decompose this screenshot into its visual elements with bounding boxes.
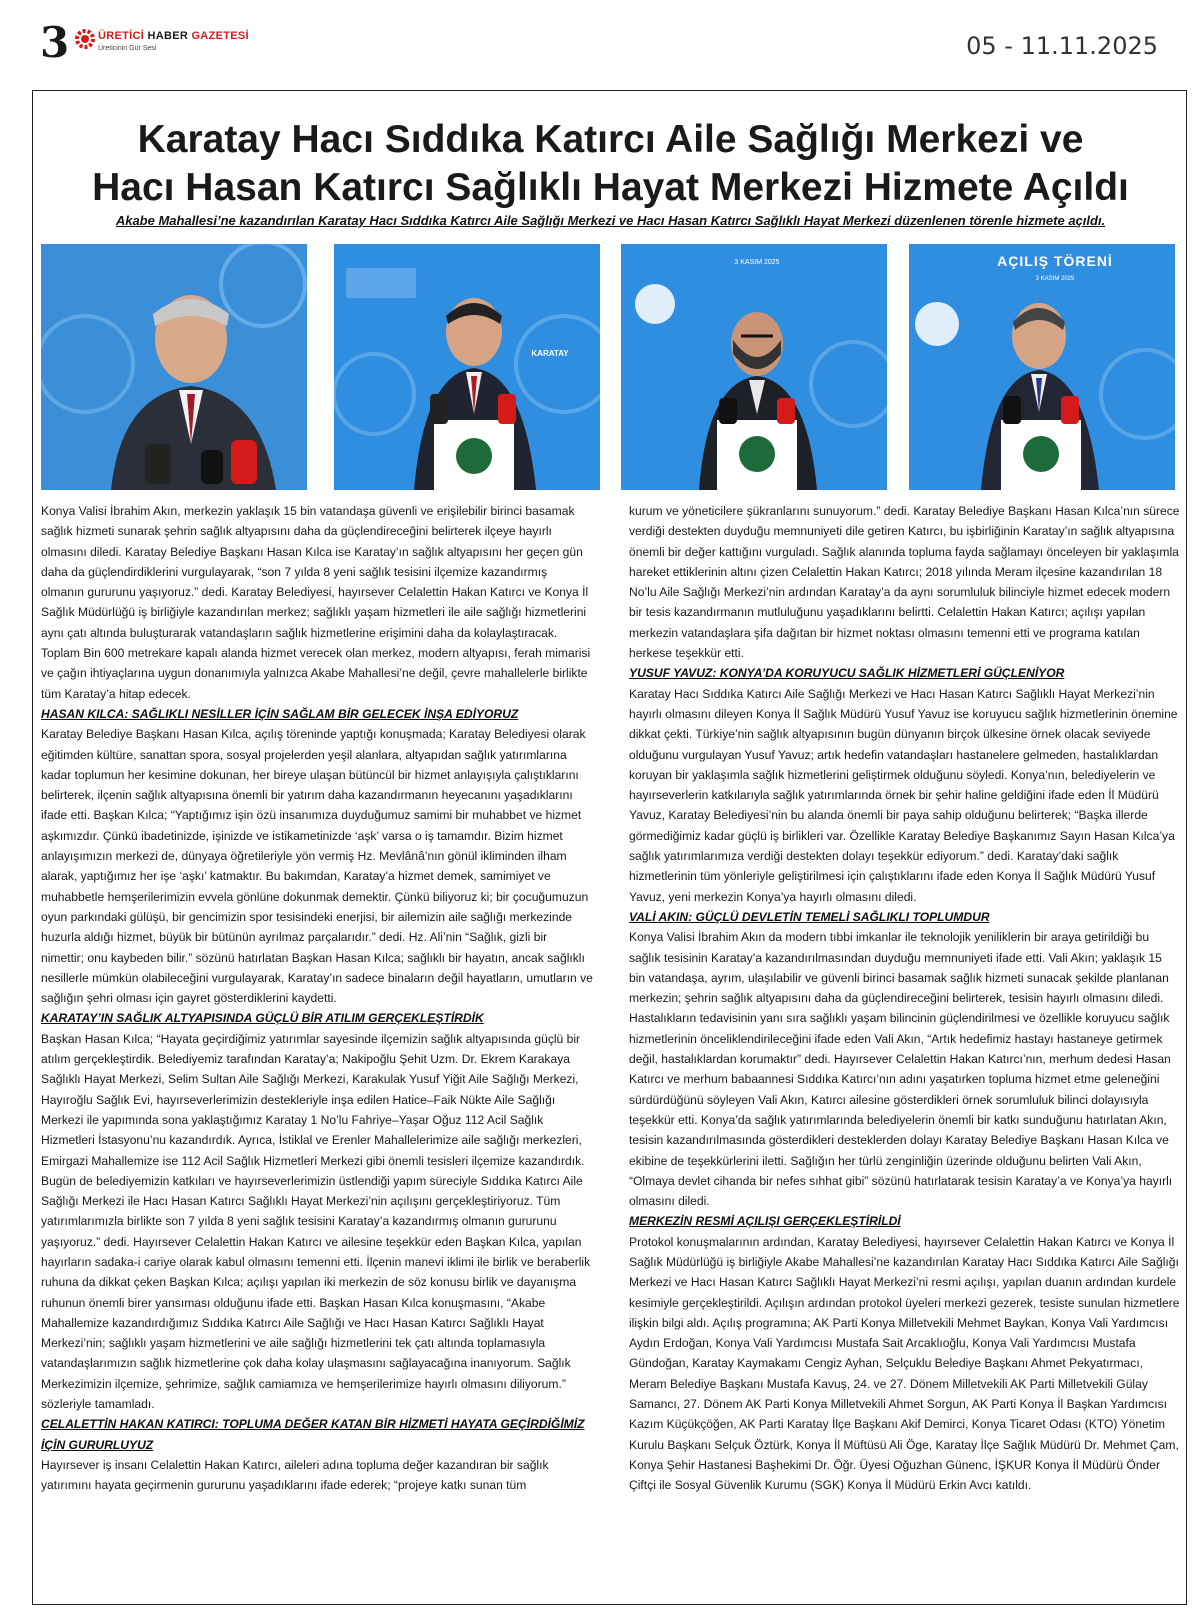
article-frame xyxy=(32,90,1187,1605)
paragraph: Konya Valisi İbrahim Akın, merkezin yaklaşık 15 bin vatandaşa güvenli ve erişilebilir birinci basamak sağlık hizmeti sunarak şehrin sağlık altyapısını daha da güçlendireceğini belirterek ilçeye hayırlı olmasını diledi. Karatay Belediye Başkanı Hasan Kılca ise Karatay’ın sağlık altyapısını her geçen gün daha da güçlendirdiklerini vurgulayarak, “son 7 yılda 8 yeni sağlık tesisini ilçemize kazandırmış olmanın gururunu yaşıyoruz.” dedi. Karatay Belediyesi, hayırsever Celalettin Hakan Katırcı ve Konya İl Sağlık Müdürlüğü iş birliğiyle kazandırılan merkez; sağlıklı yaşam hizmetleri ile aile sağlığı hizmetlerini aynı çatı altında buluşturarak vatandaşların sağlık hizmetlerine erişimini daha da kolaylaştıracak. xyxy=(41,504,589,640)
paragraph: Konya Valisi İbrahim Akın da modern tıbbi imkanlar ile teknolojik yeniliklerin bir araya getirildiği bu sağlık tesisinin Karatay’a kazandırılmasından duyduğu memnuniyeti ifade etti. Vali Akın; yaklaşık 15 bin vatandaşa, ayrım, ulaşılabilir ve güvenli birinci basamak sağlık hizmeti sunacak şekilde planlanan merkezin; şehrin sağlık altyapısını daha da güçlendireceğini belirterek, tesisin hayırlı olmasını diledi. Hastalıkların tedavisinin yanı sıra sağlıklı yaşam bilincinin güçlendirilmesi ve özellikle koruyucu sağlık hizmetlerinin önceliklendirileceğini ifade eden Vali Akın, “Artık hedefimiz hastayı hastaneye getirmek değil, hastalıklardan korumaktır” dedi. Hayırsever Celalettin Hakan Katırcı’nın, merhum dedesi Hasan Katırcı ve merhum babaannesi Sıddıka Katırcı’nın adını yaşatırken topluma hizmet etme geleneğini sürdürdüğünü söyleyen Vali Akın, Katırcı ailesine gösterdikleri örnek sorumluluk bilinci dolayısıyla teşekkür etti. Konya’da sağlık yatırımlarında belediyelerin önemli bir katkı sunduğunu hatırlatan Akın, tesisin kazandırılmasında gösterdikleri desteklerden dolayı Karatay Belediye Başkanı Hasan Kılca ve ekibine de teşekkürlerini iletti. Sağlığın her türlü zenginliğin üzerinde olduğunu belirten Vali Akın, “Olmaya devlet cihanda bir nefes sıhhat gibi” sözünü hatırlatarak tesisin Karatay’a ve Konya’ya hayırlı olmasını diledi. xyxy=(629,930,1173,1209)
section-heading: MERKEZİN RESMİ AÇILIŞI GERÇEKLEŞTİRİLDİ xyxy=(629,1214,901,1229)
paragraph: Karatay Belediye Başkanı Hasan Kılca, açılış töreninde yaptığı konuşmada; Karatay Belediyesi olarak eğitimden kültüre, sanattan spora, sosyal projelerden yeşil alanlara, altyapıdan sağlık yatırımlarına kadar toplumun her kesimine dokunan, her bireye ulaşan bütüncül bir hizmet anlayışıyla çalıştıklarını belirterek, ilçenin sağlık altyapısına önemli bir yatırım daha kazandırmanın heyecanını yaşadıklarını ifade etti. Başkan Kılca; “Yaptığımız işin özü insanımıza duyduğumuz samimi bir muhabbet ve hizmet aşkımızdır. Çünkü ibadetinizde, işinizde ve istikametinizde ‘aşk’ varsa o iş tamamdır. Bizim hizmet anlayışımızın merkezi de, dünyaya öğretileriyle yön vermiş Hz. Mevlânâ’nın gönül ikliminden ilham alarak, yaptığımız her işe ‘aşkı’ katmaktır. Bu bakımdan, Karatay’a hizmet demek, samimiyet ve muhabbetle hemşerilerimizin evvela gönlüne dokunmak demektir. Çünkü biliyoruz ki; bir çocuğumuzun oyun parkındaki gülüşü, bir gencimizin spor tesisindeki enerjisi, bir ailemizin aile sağlığı merkezinde huzurla aldığı hizmet, büyük bir bütünün ayrılmaz parçalarıdır.” dedi. Hz. Ali’nin “Sağlık, gizli bir nimettir; onu kaybeden bilir.” sözünü hatırlatan Başkan Hasan Kılca; sağlıklı bir hayatın, ancak sağlıklı nesillerle mümkün olabileceğini vurgulayarak, Karatay’ın sadece binaların değil hayatların, umutların ve sağlığın şehri olması için gayret gösterdiklerini kaydetti. xyxy=(41,727,593,1006)
paragraph: Karatay Hacı Sıddıka Katırcı Aile Sağlığı Merkezi ve Hacı Hasan Katırcı Sağlıklı Hayat Merkezi’nin hayırlı olmasını dileyen Konya İl Sağlık Müdürü Yusuf Yavuz ise koruyucu sağlık hizmetlerinin önemine dikkat çekti. Türkiye’nin sağlık altyapısının bugün dünyanın birçok ülkesine örnek olacak seviyede olduğunu vurgulayan Yusuf Yavuz; artık hedefin vatandaşları hastanelere gelmeden, hastalıklardan koruyan bir yaklaşımla sağlık hizmetlerini geliştirmek olduğunu söyledi. Konya’nın, belediyelerin ve hayırseverlerin katkılarıyla sağlık yatırımlarında örnek bir şehir haline geldiğini ifade eden İl Müdürü Yavuz, Karatay Belediyesi’nin bu alanda önemli bir paya sahip olduğunu belirterek; “Başka illerde görmediğimiz kadar güçlü iş birlikleri var. Özellikle Karatay Belediye Başkanımız Sayın Hasan Kılca’ya sağlık yatırımlarımıza verdiği destekten dolayı teşekkür ediyorum.” dedi. Karatay’daki sağlık hizmetlerinin tüm yönleriyle geliştirilmesi için çalıştıklarını ifade eden Konya İl Sağlık Müdürü Yusuf Yavuz, yeni merkezin Konya’ya hayırlı olmasını diledi. xyxy=(629,686,1178,904)
paragraph: Başkan Hasan Kılca; “Hayata geçirdiğimiz yatırımlar sayesinde ilçemizin sağlık altyapısında güçlü bir atılım gerçekleştirdik. Belediyemiz tarafından Karatay’a; Nakipoğlu Şehit Uzm. Dr. Ekrem Karakaya Sağlıklı Hayat Merkezi, Selim Sultan Aile Sağlığı Merkezi, Karakulak Yusuf Yiğit Aile Sağlığı Merkezi, Hayıroğlu Sağlık Evi, hayırseverlerimizin destekleriyle inşa edilen Hatice–Faik Nükte Aile Sağlığı Merkezi ile yapımında sona yaklaştığımız Karatay 1 No’lu Fahriye–Yaşar Oğuz 112 Acil Sağlık Hizmetleri İstasyonu’nu kazandırdık. Ayrıca, İstiklal ve Erenler Mahallelerimize aile sağlığı merkezleri, Emirgazi Mahallemize ise 112 Acil Sağlık Hizmetleri Merkezi gibi önemli tesisleri ilçemize kazandırdık. Bugün de belediyemizin katkıları ve hayırseverlerimizin üstlendiği yapım süreciyle Sıddıka Katırcı Aile Sağlığı Merkezi ile Hacı Hasan Katırcı Sağlıklı Hayat Merkezi’nin açılışını gerçekleştiriyoruz. Tüm yatırımlarımızla birlikte son 7 yılda 8 yeni sağlık tesisini Karatay’a kazandırmış olmanın gururunu yaşıyoruz.” dedi. Hayırsever Celalettin Hakan Katırcı ve ailesine teşekkür eden Başkan Kılca, yapılan hayırların sadaka-i cariye olarak kabul olmasını temenni etti. İlçenin manevi iklimi ile birlik ve beraberlik ruhuna da dikkat çeken Başkan Kılca; açılışı yapılan iki merkezin de söz konusu birlik ve dayanışma ruhunun önemli birer yansıması olduğunu ifade etti. Başkan Hasan Kılca konuşmasını, “Akabe Mahallemize kazandırdığımız Sıddıka Katırcı Aile Sağlığı ve Hacı Hasan Katırcı Sağlıklı Hayat Merkezi’nin; sağlıklı yaşam hizmetlerini ve aile sağlığı hizmetlerini tek çatı altında toplamasıyla vatandaşlarımızın sağlık hizmetlerine çok daha kolay ulaşmasını sağlayacağına inanıyorum. Sağlık Merkezimizin ilçemize, şehrimize, sağlık camiamıza ve hemşerilerimize hayırlı olmasını diliyorum.” sözleriyle tamamladı. xyxy=(41,1031,591,1412)
article-column-right xyxy=(629,501,1181,1596)
headline xyxy=(33,116,1188,212)
paragraph: kurum ve yöneticilere şükranlarını sunuyorum.” dedi. Karatay Belediye Başkanı Hasan Kılca’nın sürece verdiği destekten duyduğu memnuniyeti dile getiren Katırcı, bu işbirliğinin Karatay’ın sağlık altyapısına önemli bir değer kattığını vurguladı. Sağlık alanında topluma fayda sağlamayı önceleyen bir yaklaşımla hareket ettiklerinin altını çizen Celalettin Hakan Katırcı; 2018 yılında Meram ilçesine kazandırılan 18 No’lu Aile Sağlığı Merkezi’nin ardından Karatay’a da aynı sorumluluk bilinciyle hizmet edecek modern bir tesis kazandırmanın mutluluğunu yaşadıklarını belirtti. Celalettin Hakan Katırcı; açılışı yapılan merkezin vatandaşlara şifa dağıtan bir hizmet noktası olmasını temenni etti ve programa katılan herkese teşekkür etti. xyxy=(629,504,1180,661)
backdrop-date: 3 KASIM 2025 xyxy=(734,259,780,266)
section-heading: CELALETTİN HAKAN KATIRCI: TOPLUMA DEĞER KATAN BİR HİZMETİ HAYATA GEÇİRDİĞİMİZ İÇİN GURURLUYUZ xyxy=(41,1417,585,1452)
photo-mayor-podium xyxy=(334,244,600,490)
headline-line-2: Hacı Hasan Katırcı Sağlıklı Hayat Merkezi Hizmete Açıldı xyxy=(92,166,1129,209)
photo-strip xyxy=(41,244,1181,490)
brand-name: ÜRETİCİ HABER GAZETESİ xyxy=(98,30,249,42)
masthead xyxy=(0,0,1200,90)
backdrop-date: 3 KASIM 2025 xyxy=(1035,276,1075,282)
section-heading: YUSUF YAVUZ: KONYA’DA KORUYUCU SAĞLIK HİZMETLERİ GÜÇLENİYOR xyxy=(629,666,1065,681)
photo-benefactor-podium xyxy=(621,244,887,490)
gear-icon xyxy=(72,26,98,52)
page-number: 3 xyxy=(40,18,70,67)
subheadline: Akabe Mahallesi’ne kazandırılan Karatay Hacı Sıddıka Katırcı Aile Sağlığı Merkezi ve Hacı Hasan Katırcı Sağlıklı Hayat Merkezi düzenlenen törenle hizmete açıldı. xyxy=(115,213,1106,228)
paragraph: Toplam Bin 600 metrekare kapalı alanda hizmet verecek olan merkez, modern altyapısı, ferah mimarisi ve çağın ihtiyaçlarına uygun donanımıyla yalnızca Akabe Mahallesi’ne değil, çevre mahallelerle birlikte tüm Karatay’a hitap edecek. xyxy=(41,646,591,701)
article-column-left xyxy=(41,501,593,1596)
paragraph: Hayırsever iş insanı Celalettin Hakan Katırcı, aileleri adına topluma değer kazandıran bir sağlık yatırımını hayata geçirmenin gururunu yaşadıklarını ifade ederek; “projeye katkı sunan tüm xyxy=(41,1457,549,1493)
photo-health-director-podium xyxy=(909,244,1175,490)
section-heading: KARATAY’IN SAĞLIK ALTYAPISINDA GÜÇLÜ BİR ATILIM GERÇEKLEŞTİRDİK xyxy=(41,1011,484,1026)
brand-logo xyxy=(98,30,249,52)
backdrop-label: KARATAY xyxy=(531,349,569,358)
paragraph: Protokol konuşmalarının ardından, Karatay Belediyesi, hayırsever Celalettin Hakan Katırcı ve Konya İl Sağlık Müdürlüğü iş birliğiyle Akabe Mahallesi’ne kazandırılan Karatay Hacı Sıddıka Katırcı Aile Sağlığı Merkezi ve Hacı Hasan Katırcı Sağlıklı Hayat Merkezi’ni resmi açılışı, yapılan duanın ardından kurdele kesimiyle gerçekleştirildi. Açılışın ardından protokol üyeleri merkezi gezerek, tesiste sunulan hizmetlere ilişkin bilgi aldı. Açılış programına; AK Parti Konya Milletvekili Mehmet Baykan, Konya Vali Yardımcısı Aydın Erdoğan, Konya Vali Yardımcısı Mustafa Sait Arcaklıoğlu, Konya Vali Yardımcısı Mustafa Gündoğan, Karatay Kaymakamı Cengiz Ayhan, Selçuklu Belediye Başkanı Ahmet Pekyatırmacı, Meram Belediye Başkanı Mustafa Kavuş, 24. ve 27. Dönem Milletvekili AK Parti Milletvekili Gülay Samancı, 27. Dönem AK Parti Konya Milletvekili Ahmet Sorgun, AK Parti Konya İl Başkan Yardımcısı Kazım Küçükçöğen, AK Parti Karatay İlçe Başkanı Akif Demirci, Konya Ticaret Odası (KTO) Yönetim Kurulu Başkanı Selçuk Öztürk, Konya İl Müftüsü Ali Öge, Karatay İlçe Sağlık Müdürü Dr. Mehmet Çam, Konya Şehir Hastanesi Başhekimi Dr. Öğr. Üyesi Oğuzhan Günenc, İŞKUR Konya İl Müdürü Önder Çiftçi ile Sosyal Güvenlik Kurumu (SGK) Konya İl Müdürü Erkin Avcı katıldı. xyxy=(629,1234,1180,1493)
section-heading: HASAN KILCA: SAĞLIKLI NESİLLER İÇİN SAĞLAM BİR GELECEK İNŞA EDİYORUZ xyxy=(41,706,519,721)
backdrop-title: AÇILIŞ TÖRENİ xyxy=(997,253,1113,269)
issue-date: 05 - 11.11.2025 xyxy=(966,32,1158,60)
photo-governor-speaking xyxy=(41,244,307,490)
headline-line-1: Karatay Hacı Sıddıka Katırcı Aile Sağlığı Merkezi ve xyxy=(137,118,1084,161)
section-heading: VALİ AKIN: GÜÇLÜ DEVLETİN TEMELİ SAĞLIKLI TOPLUMDUR xyxy=(629,909,990,924)
brand-tagline: Üreticinin Gür Sesi xyxy=(98,45,157,52)
